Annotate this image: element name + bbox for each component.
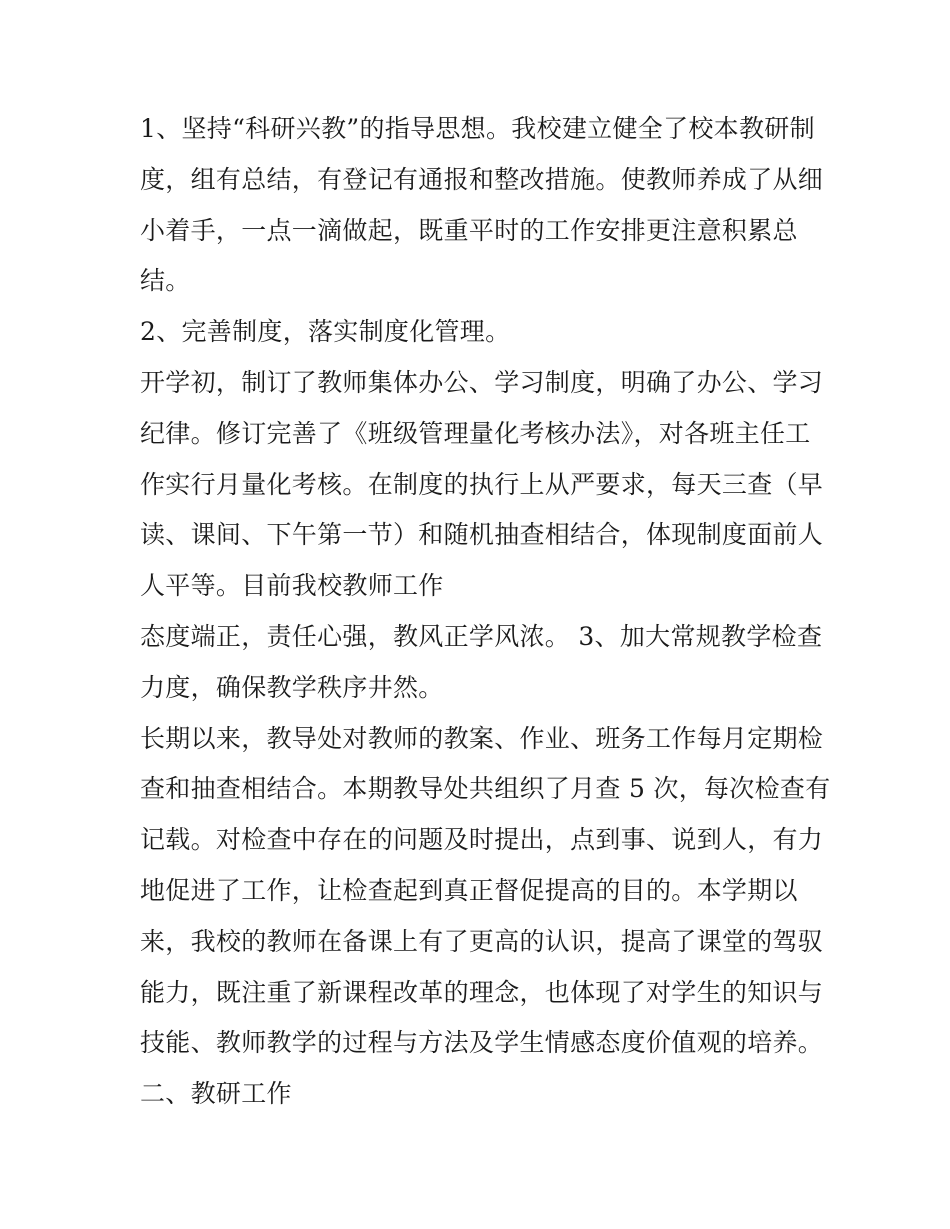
text-line: 结。 xyxy=(140,266,191,296)
text-line: 长期以来，教导处对教师的教案、作业、班务工作每月定期检 xyxy=(140,723,824,753)
text-line: 记载。对检查中存在的问题及时提出，点到事、说到人，有力 xyxy=(140,825,824,855)
text-line: 能力，既注重了新课程改革的理念，也体现了对学生的知识与 xyxy=(140,977,824,1007)
text-line: 读、课间、下午第一节）和随机抽查相结合，体现制度面前人 xyxy=(140,520,824,550)
section-heading: 二、教研工作 xyxy=(140,1079,292,1109)
text-line: 2、完善制度，落实制度化管理。 xyxy=(140,317,511,347)
text-line: 来，我校的教师在备课上有了更高的认识，提高了课堂的驾驭 xyxy=(140,926,824,956)
text-line: 人平等。目前我校教师工作 xyxy=(140,571,444,601)
text-line: 小着手，一点一滴做起，既重平时的工作安排更注意积累总 xyxy=(140,215,798,245)
text-line: 技能、教师教学的过程与方法及学生情感态度价值观的培养。 xyxy=(140,1028,824,1058)
text-line: 纪律。修订完善了《班级管理量化考核办法》，对各班主任工 xyxy=(140,418,811,448)
text-line: 态度端正，责任心强，教风正学风浓。 3、加大常规教学检查 xyxy=(140,621,823,651)
text-line: 作实行月量化考核。在制度的执行上从严要求，每天三查（早 xyxy=(140,469,824,499)
text-line: 查和抽查相结合。本期教导处共组织了月查 5 次，每次检查有 xyxy=(140,774,831,804)
text-line: 开学初，制订了教师集体办公、学习制度，明确了办公、学习 xyxy=(140,367,824,397)
text-line: 地促进了工作，让检查起到真正督促提高的目的。本学期以 xyxy=(140,875,798,905)
document-body xyxy=(140,104,831,1120)
text-line: 度，组有总结，有登记有通报和整改措施。使教师养成了从细 xyxy=(140,164,824,194)
text-line: 力度，确保教学秩序井然。 xyxy=(140,672,444,702)
text-line: 1、坚持“科研兴教”的指导思想。我校建立健全了校本教研制 xyxy=(140,114,815,143)
